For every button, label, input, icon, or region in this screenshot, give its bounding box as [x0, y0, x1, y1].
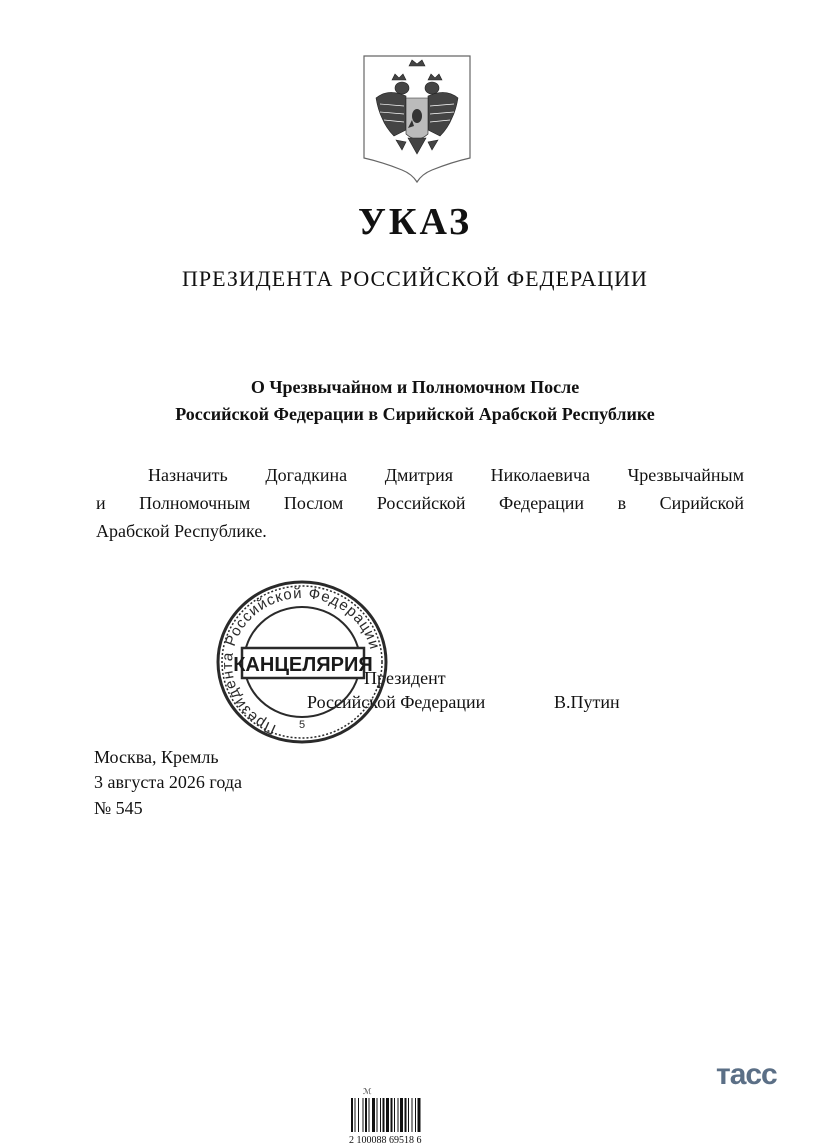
signatory-name: В.Путин: [554, 692, 620, 712]
svg-text:ℳ: ℳ: [363, 1087, 372, 1096]
official-stamp: [214, 578, 390, 744]
signatory-title: Президент: [364, 668, 446, 688]
stamp-ring-text: Президента Российской Федерации: [218, 584, 384, 738]
document-barcode: [345, 1086, 460, 1146]
stamp-center-text: КАНЦЕЛЯРИЯ: [233, 654, 373, 676]
signatory-organization: Российской Федерации: [307, 692, 486, 712]
decree-body-line-2: и Полномочным Послом Российской Федерации в Сирийской: [96, 493, 744, 513]
signing-date: 3 августа 2026 года: [94, 772, 242, 792]
decree-heading-line-1: О Чрезвычайном и Полномочном После: [250, 377, 580, 397]
signing-place: Москва, Кремль: [94, 747, 219, 767]
decree-body-line-3: Арабской Республике.: [96, 521, 267, 541]
document-subtitle: ПРЕЗИДЕНТА РОССИЙСКОЙ ФЕДЕРАЦИИ: [182, 266, 648, 291]
decree-heading-line-2: Российской Федерации в Сирийской Арабской Республике: [175, 404, 655, 424]
stamp-number: 5: [298, 719, 306, 731]
coat-of-arms-emblem: [362, 54, 472, 184]
decree-number: № 545: [94, 798, 143, 818]
document-title: УКАЗ: [358, 201, 472, 243]
tass-watermark-logo: тасс: [716, 1058, 777, 1091]
barcode-digits: 2 100088 69518 6: [349, 1135, 422, 1146]
decree-body-line-1: Назначить Догадкина Дмитрия Николаевича Чрезвычайным: [148, 465, 744, 485]
